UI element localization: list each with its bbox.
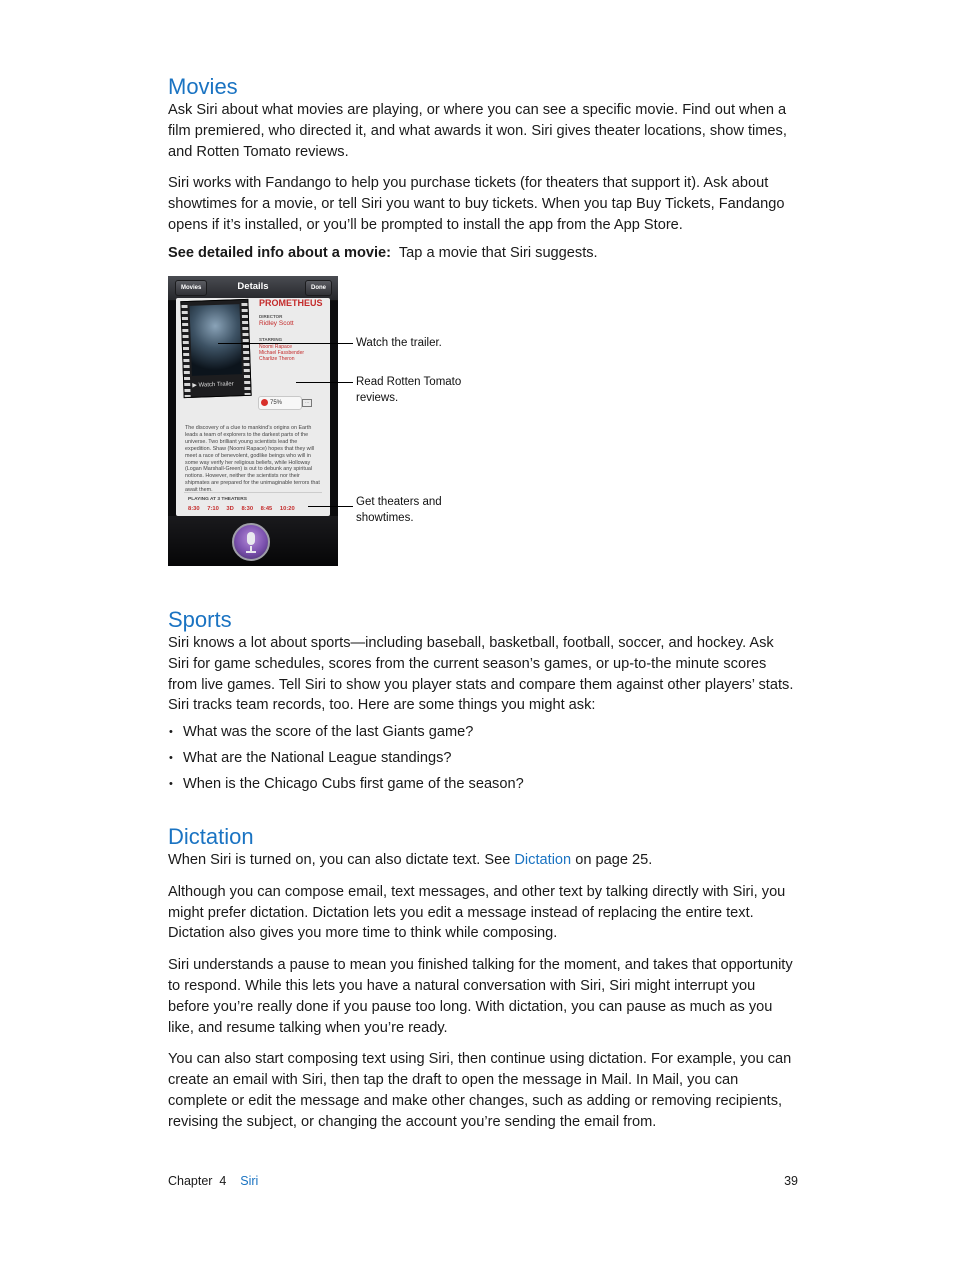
siri-mic-button[interactable]: [232, 523, 270, 561]
page-number: 39: [784, 1174, 798, 1188]
list-item: • When is the Chicago Cubs first game of the season?: [168, 774, 798, 795]
movies-paragraph-2: Siri works with Fandango to help you purchase tickets (for theaters that support it). Ask about showtimes for a movie, or tell Siri you want to buy tickets. When you tap Buy Tickets, Fandango opens if it’s installed, or you’ll be prompted to install the app from the App Store.: [168, 175, 785, 233]
list-item: • What are the National League standings?: [168, 748, 798, 769]
director-label: DIRECTOR: [259, 314, 283, 319]
movies-heading: Movies: [168, 74, 238, 99]
cast-member: Charlize Theron: [259, 356, 295, 362]
reviews-link-icon[interactable]: ⋯: [302, 399, 312, 407]
cast-list: [259, 344, 304, 362]
dictation-section: [168, 824, 798, 1133]
footer-chapter: [168, 1174, 258, 1189]
cast-member: Michael Fassbender: [259, 350, 305, 356]
director-name: Ridley Scott: [259, 320, 294, 327]
starring-label: STARRING: [259, 337, 283, 342]
movies-paragraph-1: Ask Siri about what movies are playing, or where you can see a specific movie. Find out when a film premiered, who directed it, and what awards it won. Siri gives theater locations, show times, and Rotten Tomato reviews.: [168, 102, 787, 160]
theaters-section[interactable]: [184, 492, 322, 515]
sports-paragraph-1: Siri knows a lot about sports—including baseball, basketball, football, soccer, and hockey. Ask Siri for game schedules, scores from the current season’s games, or up-to-the minute scores from live games. Tell Siri to show you player stats and compare them against other players’ stats. Siri tracks team records, too. Here are some things you might ask:: [168, 635, 794, 714]
callout-rotten: Read Rotten Tomato reviews.: [356, 376, 462, 404]
movie-details-card: [176, 298, 330, 516]
movies-section: [168, 74, 798, 264]
callout-line-theaters: [308, 506, 353, 507]
movie-title: PROMETHEUS: [259, 298, 323, 308]
movies-tip: [168, 243, 798, 264]
cast-member: Noomi Rapace: [259, 344, 293, 350]
rating-value: 75%: [270, 400, 283, 406]
callout-trailer: Watch the trailer.: [356, 337, 442, 349]
chapter-label: Chapter 4: [168, 1174, 227, 1188]
siri-bottom-bar: [168, 516, 338, 566]
tomato-icon: [261, 399, 268, 406]
done-button[interactable]: Done: [305, 280, 332, 296]
movies-tip-label: See detailed info about a movie:: [168, 244, 392, 261]
movie-poster-frame[interactable]: [180, 299, 251, 398]
movies-back-button[interactable]: Movies: [175, 280, 207, 296]
dictation-paragraph-1: [168, 850, 798, 871]
chapter-name-link[interactable]: Siri: [240, 1174, 259, 1188]
movie-synopsis: The discovery of a clue to mankind’s origins on Earth leads a team of explorers to the darkest parts of the universe. Two brilliant young scientists lead the expedition. Shaw (Noomi Rapace) hopes that they will meet a race of benevolent, godlike beings who will in some way verify her religious beliefs, while Holloway (Logan Marshall-Green) is out to debunk any spiritual notions. However, neither the scientists nor their shipmates are prepared for the unimaginable terrors that await them.: [185, 425, 320, 494]
nav-title: Details: [237, 281, 269, 292]
dictation-p1-text: When Siri is turned on, you can also dictate text. See: [168, 852, 515, 868]
dictation-paragraph-2: Although you can compose email, text messages, and other text by talking directly with Siri, you might prefer dictation. Dictation lets you edit a message instead of replacing the entire text. Dictation also gives you more time to think while composing.: [168, 883, 786, 942]
microphone-icon: [247, 532, 255, 545]
watch-trailer-button[interactable]: [192, 380, 234, 388]
play-icon: ▶: [192, 382, 198, 389]
dictation-p1-after: on page 25.: [571, 852, 653, 868]
callout-line-rotten: [296, 382, 353, 383]
siri-movie-screenshot: [168, 276, 338, 566]
callout-line-trailer: [218, 343, 353, 344]
rotten-tomatoes-rating[interactable]: [258, 396, 302, 410]
theaters-label: PLAYING AT 3 THEATERS: [188, 497, 247, 502]
sports-section: [168, 607, 798, 800]
sports-heading: Sports: [168, 607, 232, 632]
dictation-paragraph-4: You can also start composing text using Siri, then continue using dictation. For example, you can create an email with Siri, then tap the draft to open the message in Mail. In Mail, you can complete or edit the message and make other changes, such as adding or removing recipients, revising the subject, or changing the account you’re sending the email from.: [168, 1051, 792, 1130]
movie-poster: [189, 304, 241, 376]
sports-question-list: [168, 722, 798, 794]
dictation-paragraph-3: Siri understands a pause to mean you finished talking for the moment, and takes that opportunity to respond. While this lets you have a natural conversation with Siri, Siri might interrupt you before you’re really done if you pause too long. With dictation, you can pause as much as you like, and resume talking when you’re ready.: [168, 957, 793, 1036]
movies-tip-text: Tap a movie that Siri suggests.: [398, 244, 598, 261]
watch-trailer-label: Watch Trailer: [198, 381, 234, 389]
list-item: • What was the score of the last Giants game?: [168, 722, 798, 743]
showtimes: 8:30 7:10 3D 8:30 8:45 10:20: [188, 506, 295, 512]
dictation-heading: Dictation: [168, 824, 254, 849]
dictation-link[interactable]: Dictation: [514, 852, 572, 868]
callout-theaters: Get theaters and showtimes.: [356, 496, 442, 524]
